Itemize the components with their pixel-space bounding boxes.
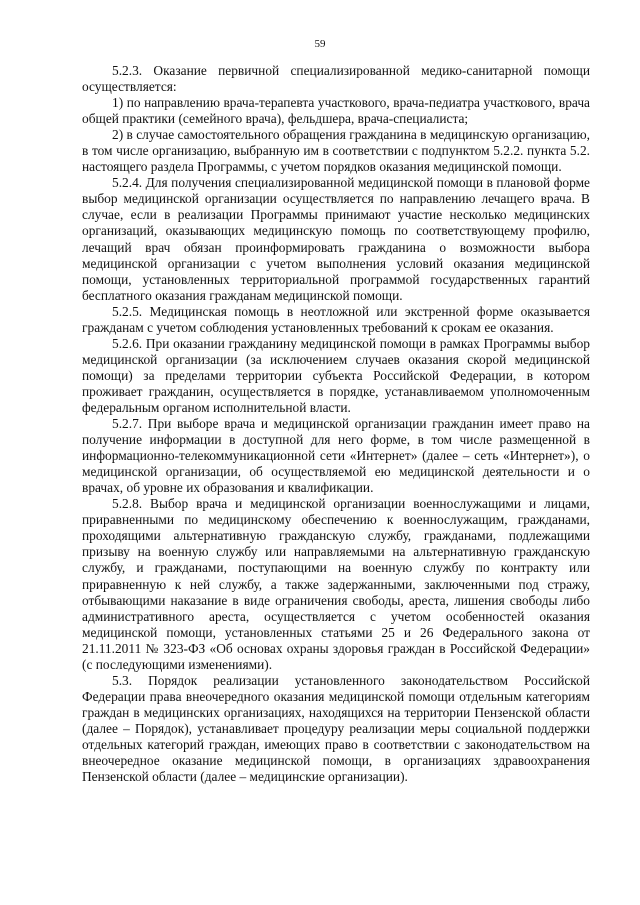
paragraph-item-2: 2) в случае самостоятельного обращения гражданина в медицинскую организацию, в том числе организацию, выбранную им в соответствии с подпунктом 5.2.2. пункта 5.2. настоящего раздела Программы, с учетом порядков оказания медицинской помощи. (82, 127, 590, 175)
paragraph-item-1: 1) по направлению врача-терапевта участкового, врача-педиатра участкового, врача общей практики (семейного врача), фельдшера, врача-специалиста; (82, 95, 590, 127)
paragraph-5-2-8: 5.2.8. Выбор врача и медицинской организации военнослужащими и лицами, приравненными по медицинскому обеспечению к военнослужащим, гражданами, проходящими альтернативную гражданскую службу, гражданами, подлежащими призыву на военную службу или направляемыми на альтернативную гражданскую службу, и гражданами, поступающими на военную службу по контракту или приравненную к ней службу, а также задержанными, заключенными под стражу, отбывающими наказание в виде ограничения свободы, ареста, лишения свободы либо административного ареста, осуществляется с учетом особенностей оказания медицинской помощи, установленных статьями 25 и 26 Федерального закона от 21.11.2011 № 323-ФЗ «Об основах охраны здоровья граждан в Российской Федерации» (с последующими изменениями). (82, 496, 590, 672)
paragraph-5-2-4: 5.2.4. Для получения специализированной медицинской помощи в плановой форме выбор медицинской организации осуществляется по направлению лечащего врача. В случае, если в реализации Программы принимают участие несколько медицинских организаций, оказывающих медицинскую помощь по соответствующему профилю, лечащий врач обязан проинформировать гражданина о возможности выбора медицинской организации с учетом выполнения условий оказания медицинской помощи, установленных территориальной программой государственных гарантий бесплатного оказания гражданам медицинской помощи. (82, 175, 590, 303)
paragraph-5-2-3: 5.2.3. Оказание первичной специализированной медико-санитарной помощи осуществляется: (82, 63, 590, 95)
paragraph-5-2-5: 5.2.5. Медицинская помощь в неотложной или экстренной форме оказывается гражданам с учетом соблюдения установленных требований к срокам ее оказания. (82, 303, 590, 335)
document-body (82, 63, 590, 785)
page-number: 59 (314, 38, 326, 50)
paragraph-5-2-7: 5.2.7. При выборе врача и медицинской организации гражданин имеет право на получение информации в доступной для него форме, в том числе размещенной в информационно-телекоммуникационной сети «Интернет» (далее – сеть «Интернет»), о медицинской организации, об осуществляемой ею медицинской деятельности и о врачах, об уровне их образования и квалификации. (82, 416, 590, 496)
paragraph-5-2-6: 5.2.6. При оказании гражданину медицинской помощи в рамках Программы выбор медицинской организации (за исключением случаев оказания скорой медицинской помощи) за пределами территории субъекта Российской Федерации, в котором проживает гражданин, осуществляется в порядке, устанавливаемом уполномоченным федеральным органом исполнительной власти. (82, 335, 590, 415)
paragraph-5-3: 5.3. Порядок реализации установленного законодательством Российской Федерации права внеочередного оказания медицинской помощи отдельным категориям граждан в медицинских организациях, находящихся на территории Пензенской области (далее – Порядок), устанавливает процедуру реализации меры социальной поддержки отдельных категорий граждан, имеющих право в соответствии с законодательством на внеочередное оказание медицинской помощи, в организациях здравоохранения Пензенской области (далее – медицинские организации). (82, 672, 590, 785)
